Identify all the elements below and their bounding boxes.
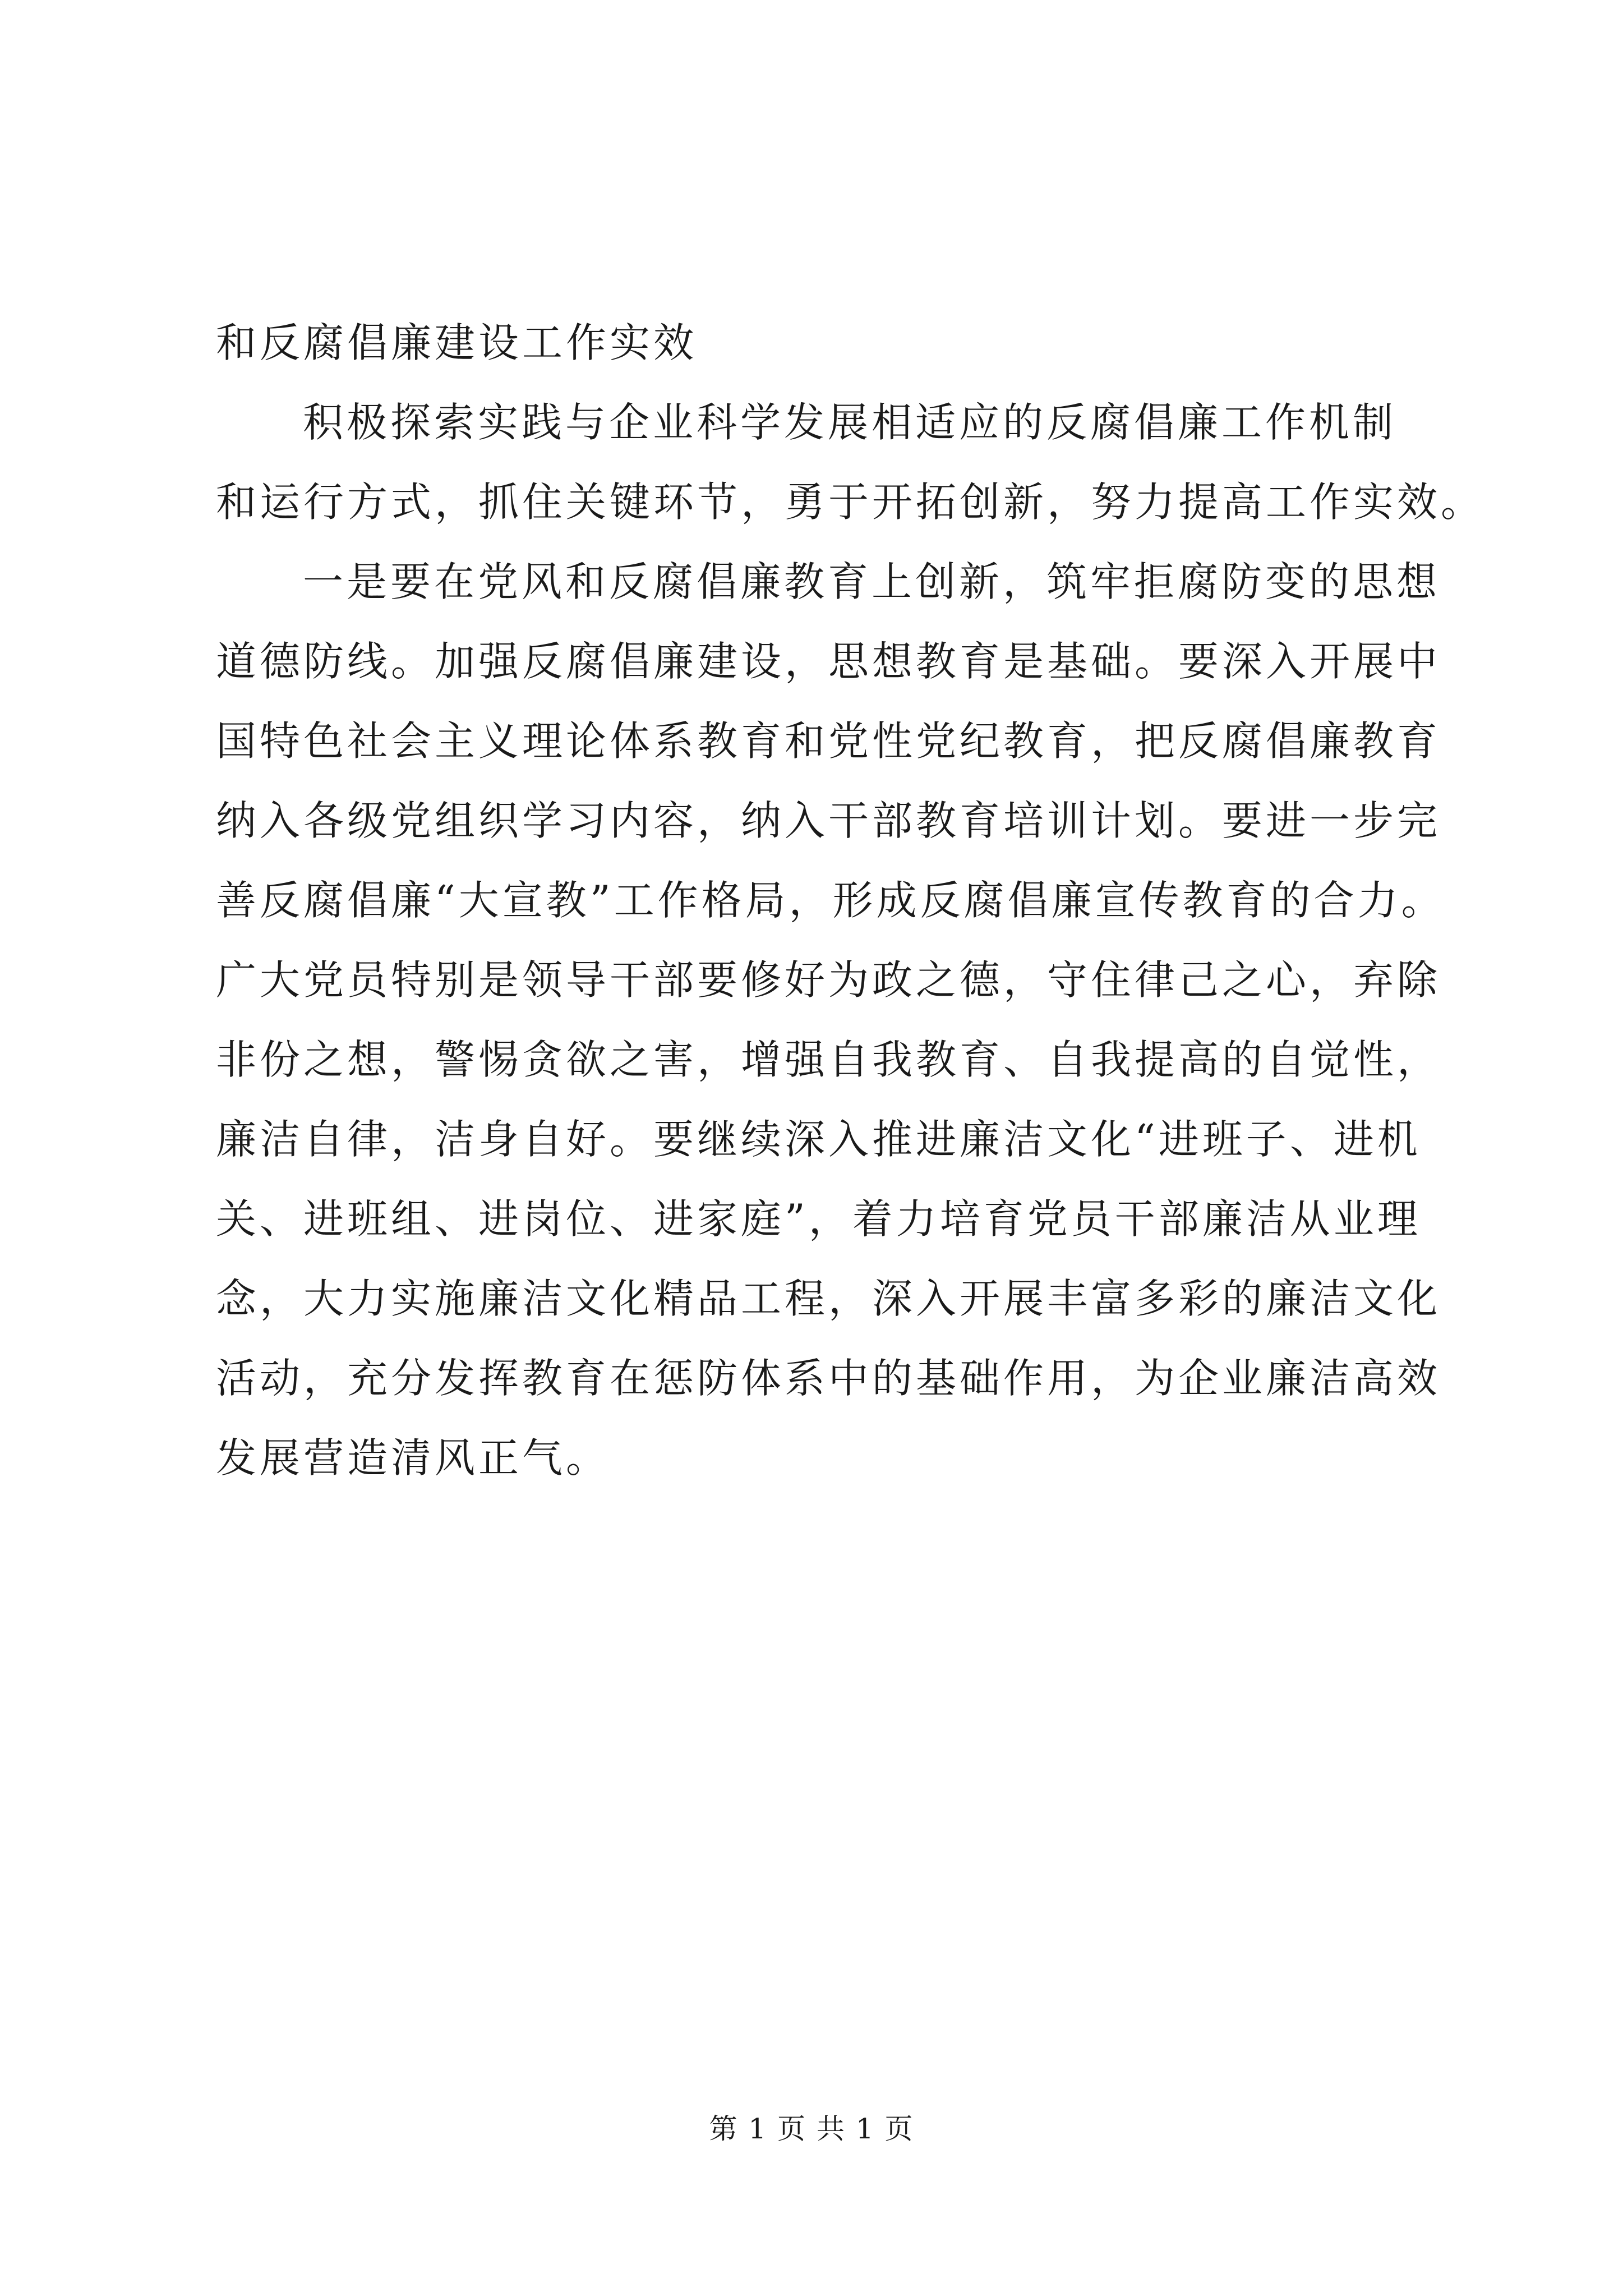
paragraph-line: 非份之想，警惕贪欲之害，增强自我教育、自我提高的自觉性， xyxy=(216,1036,1441,1083)
paragraph-line: 活动，充分发挥教育在惩防体系中的基础作用，为企业廉洁高效 xyxy=(216,1355,1441,1402)
document-body xyxy=(216,303,1485,1498)
paragraph-line: 积极探索实践与企业科学发展相适应的反腐倡廉工作机制 xyxy=(303,399,1397,446)
paragraph-line: 善反腐倡廉“大宣教”工作格局，形成反腐倡廉宣传教育的合力。 xyxy=(216,877,1445,924)
paragraph-line: 念，大力实施廉洁文化精品工程，深入开展丰富多彩的廉洁文化 xyxy=(216,1275,1441,1322)
paragraph-1 xyxy=(216,383,1485,542)
paragraph-line: 广大党员特别是领导干部要修好为政之德，守住律己之心，弃除 xyxy=(216,956,1441,1004)
heading-continuation: 和反腐倡廉建设工作实效 xyxy=(216,319,698,366)
paragraph-line: 关、进班组、进岗位、进家庭”，着力培育党员干部廉洁从业理 xyxy=(216,1195,1421,1243)
paragraph-line: 一是要在党风和反腐倡廉教育上创新，筑牢拒腐防变的思想 xyxy=(303,558,1441,605)
paragraph-line: 和运行方式，抓住关键环节，勇于开拓创新，努力提高工作实效。 xyxy=(216,478,1485,526)
paragraph-line: 国特色社会主义理论体系教育和党性党纪教育，把反腐倡廉教育 xyxy=(216,717,1441,765)
paragraph-line: 纳入各级党组织学习内容，纳入干部教育培训计划。要进一步完 xyxy=(216,797,1441,844)
paragraph-2 xyxy=(216,542,1445,1498)
paragraph-line: 廉洁自律，洁身自好。要继续深入推进廉洁文化“进班子、进机 xyxy=(216,1116,1421,1163)
paragraph-line: 发展营造清风正气。 xyxy=(216,1434,610,1481)
paragraph-line: 道德防线。加强反腐倡廉建设，思想教育是基础。要深入开展中 xyxy=(216,638,1441,685)
page-number-footer: 第 1 页 共 1 页 xyxy=(709,2113,914,2145)
